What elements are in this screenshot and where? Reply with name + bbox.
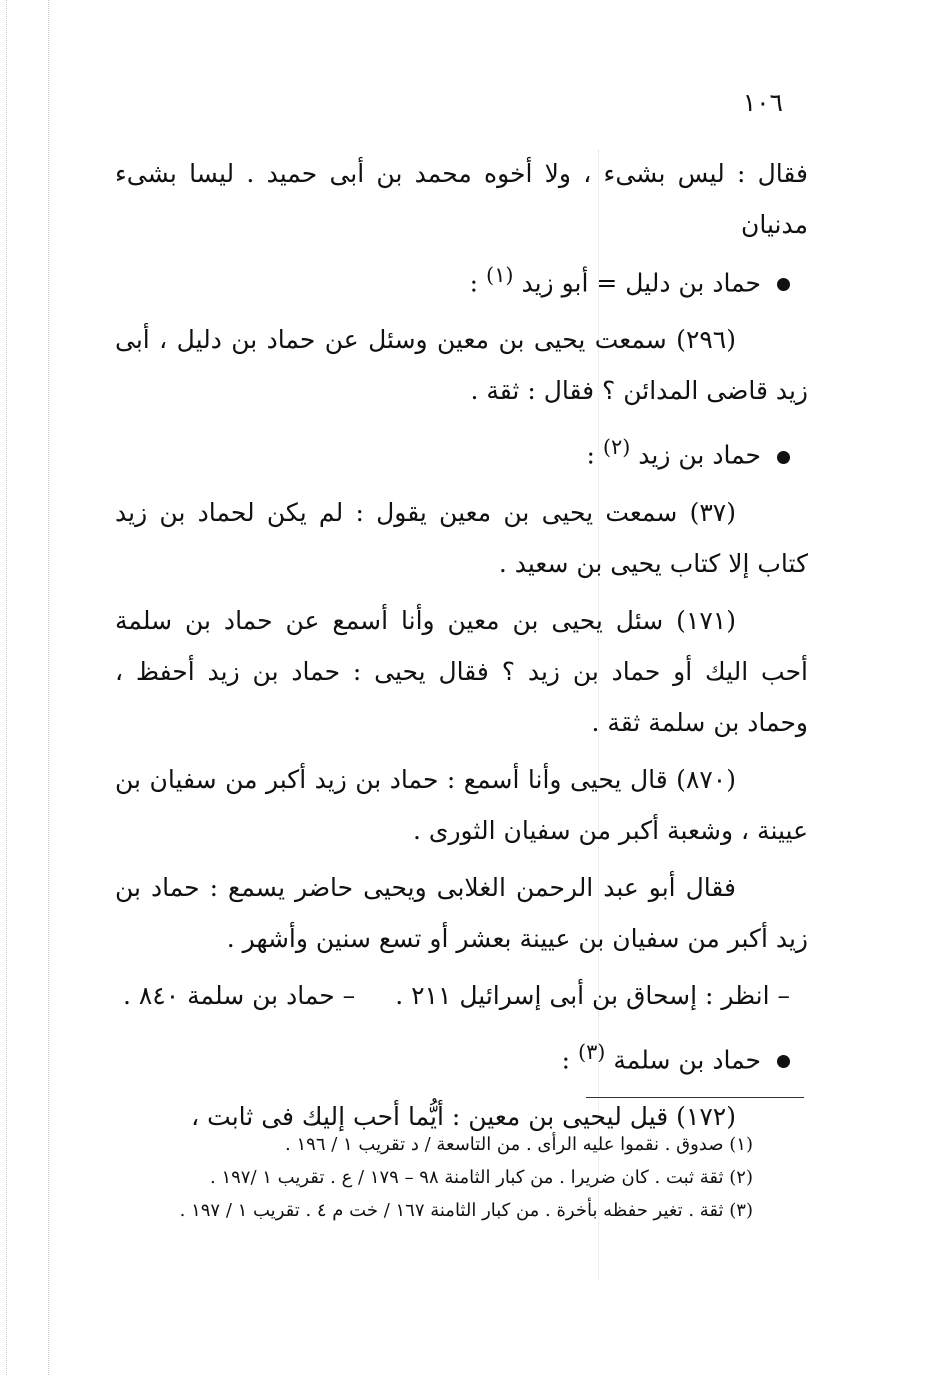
footnote-3: (٣) ثقة . تغير حفظه بأخرة . من كبار الثامنة ١٦٧ / خت م ٤ . تقريب ١ / ١٩٧ . xyxy=(179,1200,753,1221)
entry-37 xyxy=(115,487,808,589)
entry-text: قال يحيى وأنا أسمع : حماد بن زيد أكبر من سفيان بن عيينة ، وشعبة أكبر من سفيان الثورى . xyxy=(115,764,808,845)
entry-171 xyxy=(115,595,808,748)
entry-heading-hammad-bin-dalil xyxy=(115,250,808,308)
footnote-divider xyxy=(586,1097,804,1098)
bullet-icon xyxy=(777,1055,790,1068)
footnotes xyxy=(115,1128,808,1227)
entry-296 xyxy=(115,314,808,416)
entry-text: سمعت يحيى بن معين وسئل عن حماد بن دليل ، أبى زيد قاضى المدائن ؟ فقال : ثقة . xyxy=(115,325,808,406)
entry-text: سئل يحيى بن معين وأنا أسمع عن حماد بن سلمة أحب اليك أو حماد بن زيد ؟ فقال يحيى : حماد بن زيد أحفظ ، وحماد بن سلمة ثقة . xyxy=(115,605,808,737)
bullet-icon xyxy=(777,278,790,291)
cross-reference-hammad-bin-salama: – حماد بن سلمة ٨٤٠ . xyxy=(122,980,356,1010)
cross-reference xyxy=(115,970,808,1021)
heading-text: حماد بن سلمة xyxy=(613,1044,761,1074)
page-number: ١٠٦ xyxy=(742,88,783,117)
footnote-1: (١) صدوق . نقموا عليه الرأى . من التاسعة / د تقريب ١ / ١٩٦ . xyxy=(285,1134,753,1155)
entry-text: قيل ليحيى بن معين : أيُّما أحب إليك فى ثابت ، xyxy=(191,1101,669,1131)
entry-number: (٨٧٠) xyxy=(676,764,736,794)
heading-text: حماد بن زيد xyxy=(638,440,761,470)
scan-artifact-line xyxy=(6,0,7,1375)
bullet-icon xyxy=(777,451,790,464)
heading-colon: : xyxy=(469,268,479,298)
entry-number: (١٧٢) xyxy=(676,1101,736,1131)
paragraph-continuation: فقال : ليس بشىء ، ولا أخوه محمد بن أبى حميد . ليسا بشىء مدنيان xyxy=(115,159,808,239)
entry-number: (١٧١) xyxy=(676,605,736,635)
paragraph-ghalabi: فقال أبو عبد الرحمن الغلابى ويحيى حاضر يسمع : حماد بن زيد أكبر من سفيان بن عيينة بعشر أو تسع سنين وأشهر . xyxy=(115,872,808,953)
heading-colon: : xyxy=(586,440,595,470)
main-text xyxy=(115,148,808,1142)
entry-heading-hammad-bin-zaid xyxy=(115,422,808,480)
cross-reference-ishaq: – انظر : إسحاق بن أبى إسرائيل ٢١١ . xyxy=(395,980,790,1010)
entry-870 xyxy=(115,754,808,856)
entry-number: (٢٩٦) xyxy=(676,325,736,355)
heading-colon: : xyxy=(561,1044,570,1074)
entry-text: سمعت يحيى بن معين يقول : لم يكن لحماد بن زيد كتاب إلا كتاب يحيى بن سعيد . xyxy=(115,497,808,578)
heading-text: حماد بن دليل = أبو زيد xyxy=(521,268,761,298)
footnote-marker: (٣) xyxy=(577,1039,606,1064)
scan-artifact-line xyxy=(48,0,49,1375)
entry-heading-hammad-bin-salama xyxy=(115,1027,808,1085)
footnote-2: (٢) ثقة ثبت . كان ضريرا . من كبار الثامنة ٩٨ – ١٧٩ / ع . تقريب ١ /١٩٧ . xyxy=(210,1167,753,1188)
entry-number: (٣٧) xyxy=(689,497,736,527)
footnote-marker: (٢) xyxy=(602,435,631,460)
footnote-marker: (١) xyxy=(486,263,514,287)
